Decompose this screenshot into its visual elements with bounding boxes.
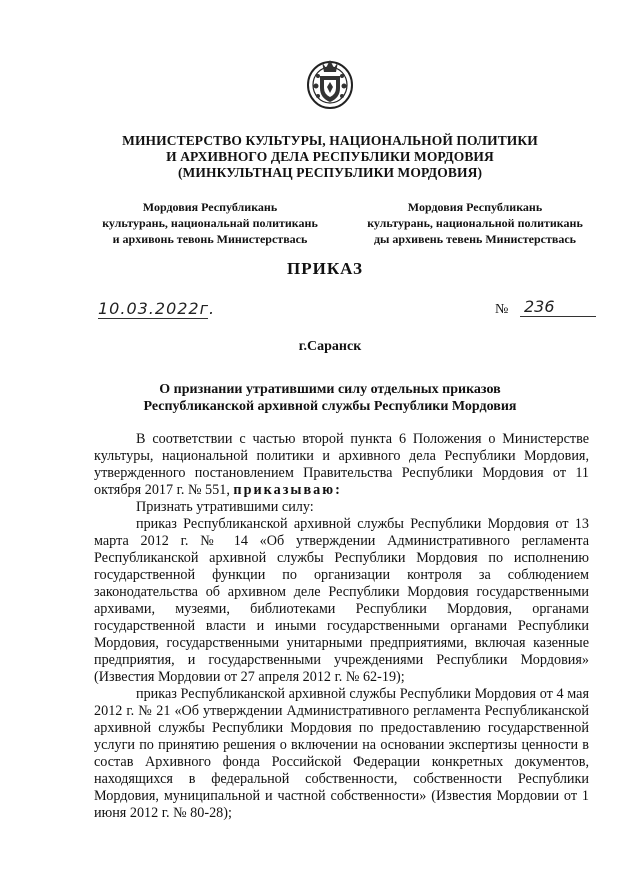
ministry-name-line2: И АРХИВНОГО ДЕЛА РЕСПУБЛИКИ МОРДОВИЯ: [166, 149, 494, 164]
handwritten-number: 236: [520, 297, 596, 317]
paragraph-order-item: приказ Республиканской архивной службы Республики Мордовия от 13 марта 2012 г. № 14 «Об утверждении Административного регламента Республиканской архивной службы Республики Мордовия по исполнению государственной функции по организации контроля за соблюдением законодательства об архивном деле Республики Мордовия государственными архивами, музеями, библиотеками Республики Мордовия, органами государственной власти и иными государственными органами Республики Мордовия, государственными унитарными предприятиями, включая казенные предприятия, и государственными учреждениями Республики Мордовия» (Известия Мордовии от 27 апреля 2012 г. № 62-19);: [94, 516, 589, 685]
document-title-line2: Республиканской архивной службы Республики Мордовия: [143, 399, 517, 414]
erzya-line: культурань, национальной политикань: [367, 216, 583, 230]
handwritten-date: 10.03.2022г.: [98, 299, 216, 318]
moksha-line: культурань, национальнай политикань: [102, 216, 318, 230]
erzya-line: Мордовия Республикань: [407, 200, 543, 214]
moksha-line: и архивонь тевонь Министерствась: [112, 232, 308, 246]
ministry-name-line1: МИНИСТЕРСТВО КУЛЬТУРЫ, НАЦИОНАЛЬНОЙ ПОЛИТИКИ: [122, 133, 538, 148]
order-word: приказываю:: [233, 482, 342, 498]
document-type: ПРИКАЗ: [287, 259, 363, 278]
document-title-line1: О признании утратившими силу отдельных приказов: [159, 382, 501, 397]
paragraph-order-item: приказ Республиканской архивной службы Республики Мордовия от 4 мая 2012 г. № 21 «Об утверждении Административного регламента Республиканской архивной службы Республики Мордовия по предоставлению государственной услуги по принятию решения о включении на основании экспертизы ценности в состав Архивного фонда Российской Федерации конкретных документов, находящихся в федеральной собственности, собственности Республики Мордовия, муниципальной и частной собственности» (Известия Мордовии от 1 июня 2012 г. № 80-28);: [94, 686, 589, 821]
erzya-line: ды архивень тевень Министерствась: [373, 232, 577, 246]
number-label: №: [495, 302, 509, 317]
ministry-name-moksha: [90, 199, 330, 247]
ministry-name-erzya: [345, 199, 605, 247]
coat-of-arms-icon: [306, 56, 354, 110]
paragraph-declaration: Признать утратившими силу:: [136, 499, 314, 515]
city: г.Саранск: [298, 339, 362, 354]
paragraph-preamble: [94, 431, 589, 499]
moksha-line: Мордовия Республикань: [142, 200, 278, 214]
preamble-text: В соответствии с частью второй пункта 6 Положения о Министерстве культуры, национальной политики и архивного дела Республики Мордовия, утвержденного постановлением Правительства Республики Мордовия от 11 октября 2017 г. № 551,: [94, 431, 589, 498]
ministry-short-name: (МИНКУЛЬТНАЦ РЕСПУБЛИКИ МОРДОВИЯ): [177, 165, 483, 180]
document-body: [94, 431, 589, 822]
